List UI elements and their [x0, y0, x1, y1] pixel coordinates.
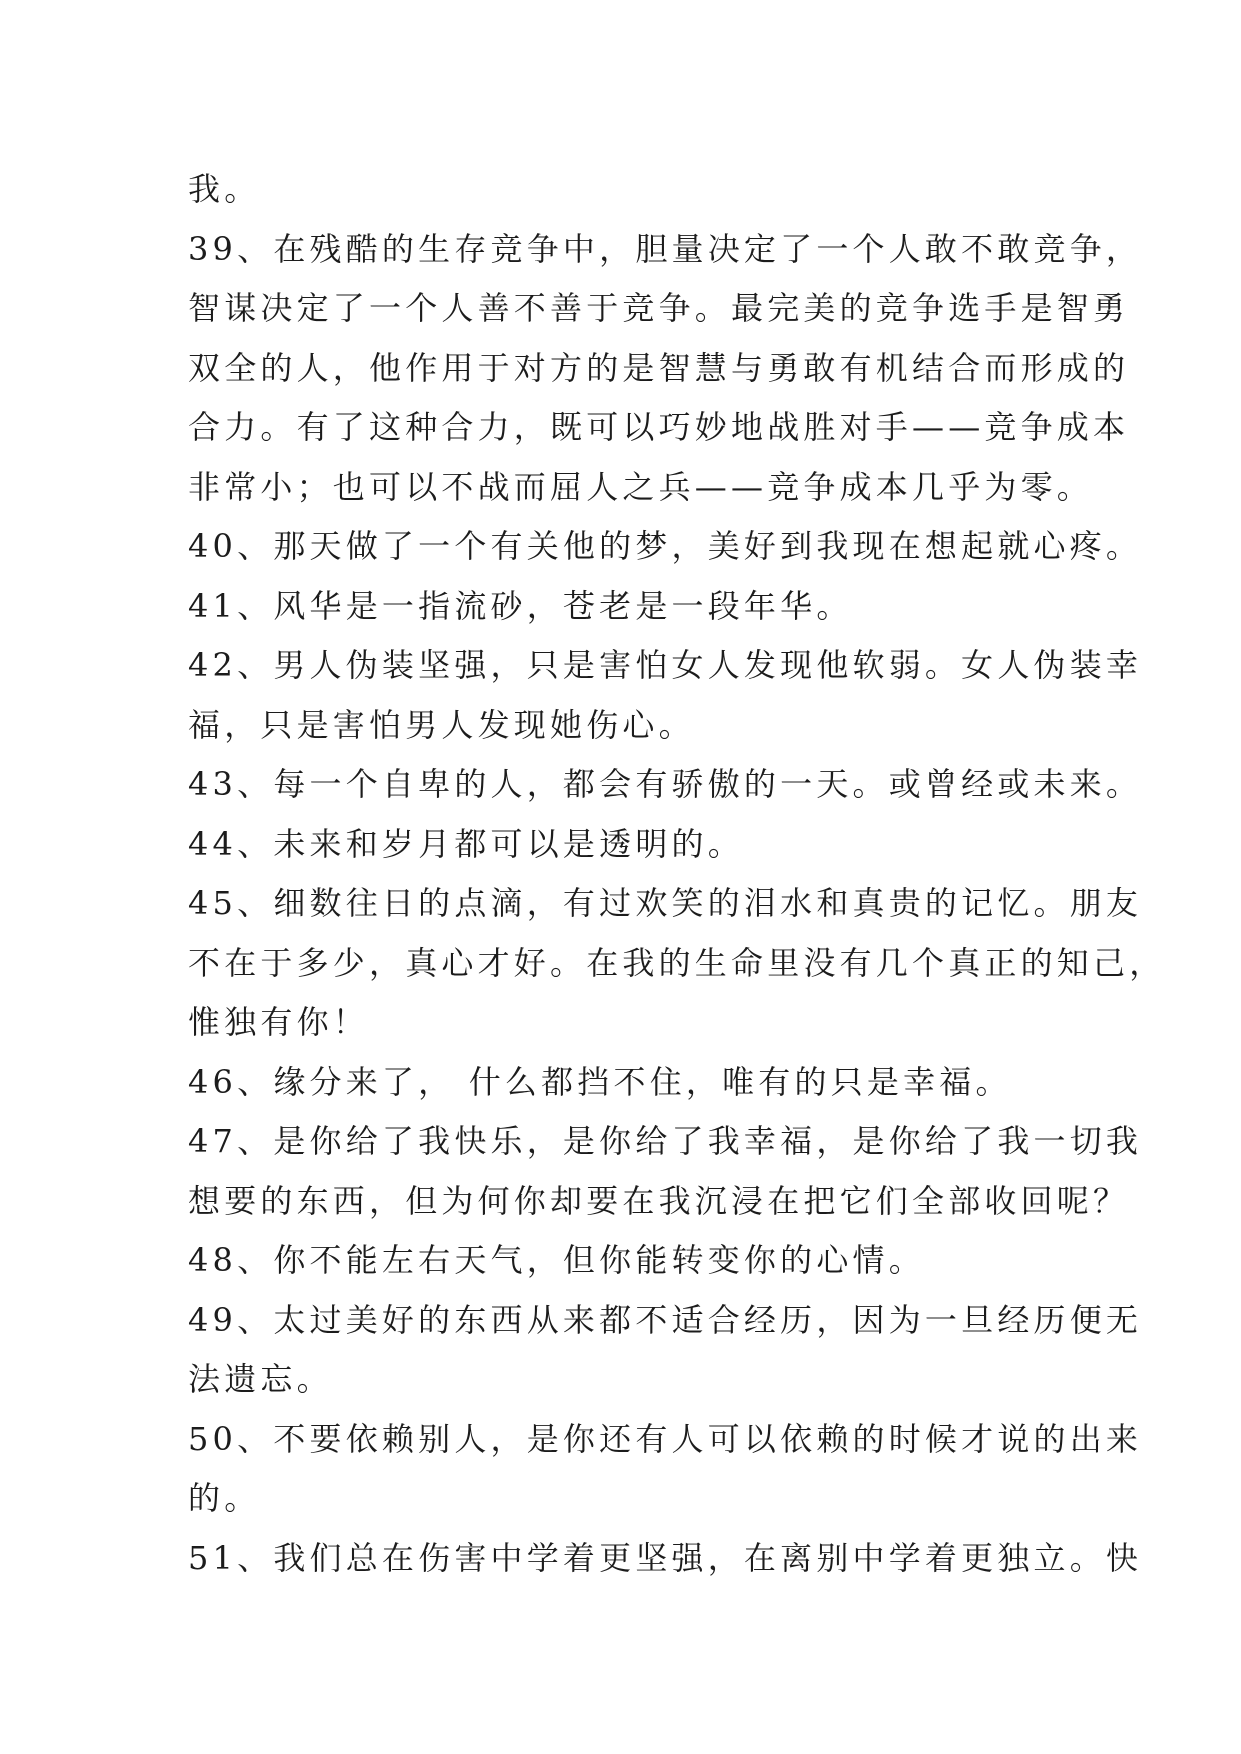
text-line: 不在于多少，真心才好。在我的生命里没有几个真正的知己， — [188, 943, 1166, 982]
text-line: 双全的人，他作用于对方的是智慧与勇敢有机结合而形成的 — [188, 348, 1130, 387]
text-line: 47、是你给了我快乐，是你给了我幸福，是你给了我一切我 — [188, 1122, 1143, 1160]
text-line: 45、细数往日的点滴，有过欢笑的泪水和真贵的记忆。朋友 — [188, 884, 1143, 922]
text-line: 51、我们总在伤害中学着更坚强，在离别中学着更独立。快 — [188, 1538, 1143, 1577]
text-line: 福，只是害怕男人发现她伤心。 — [188, 705, 695, 744]
text-line: 49、太过美好的东西从来都不适合经历，因为一旦经历便无 — [188, 1300, 1143, 1339]
text-line: 46、缘分来了， 什么都挡不住，唯有的只是幸福。 — [188, 1062, 1012, 1101]
text-line: 我。 — [188, 170, 261, 208]
document-body — [188, 160, 1166, 1588]
text-line: 合力。有了这种合力，既可以巧妙地战胜对手——竞争成本 — [188, 408, 1130, 446]
text-line: 40、那天做了一个有关他的梦，美好到我现在想起就心疼。 — [188, 527, 1143, 565]
text-line: 50、不要依赖别人，是你还有人可以依赖的时候才说的出来 — [188, 1419, 1143, 1458]
text-line: 惟独有你！ — [188, 1003, 370, 1041]
text-line: 41、风华是一指流砂，苍老是一段年华。 — [188, 586, 853, 625]
text-line: 非常小；也可以不战而屈人之兵——竞争成本几乎为零。 — [188, 467, 1094, 506]
text-line: 想要的东西，但为何你却要在我沉浸在把它们全部收回呢？ — [188, 1181, 1130, 1220]
text-line: 法遗忘。 — [188, 1360, 333, 1398]
text-line: 43、每一个自卑的人，都会有骄傲的一天。或曾经或未来。 — [188, 765, 1143, 803]
text-line: 的。 — [188, 1479, 261, 1517]
text-line: 智谋决定了一个人善不善于竞争。最完美的竞争选手是智勇 — [188, 289, 1130, 327]
text-line: 48、你不能左右天气，但你能转变你的心情。 — [188, 1241, 925, 1279]
text-line: 39、在残酷的生存竞争中，胆量决定了一个人敢不敢竞争， — [188, 229, 1143, 268]
text-line: 42、男人伪装坚强，只是害怕女人发现他软弱。女人伪装幸 — [188, 646, 1143, 684]
text-line: 44、未来和岁月都可以是透明的。 — [188, 824, 744, 863]
